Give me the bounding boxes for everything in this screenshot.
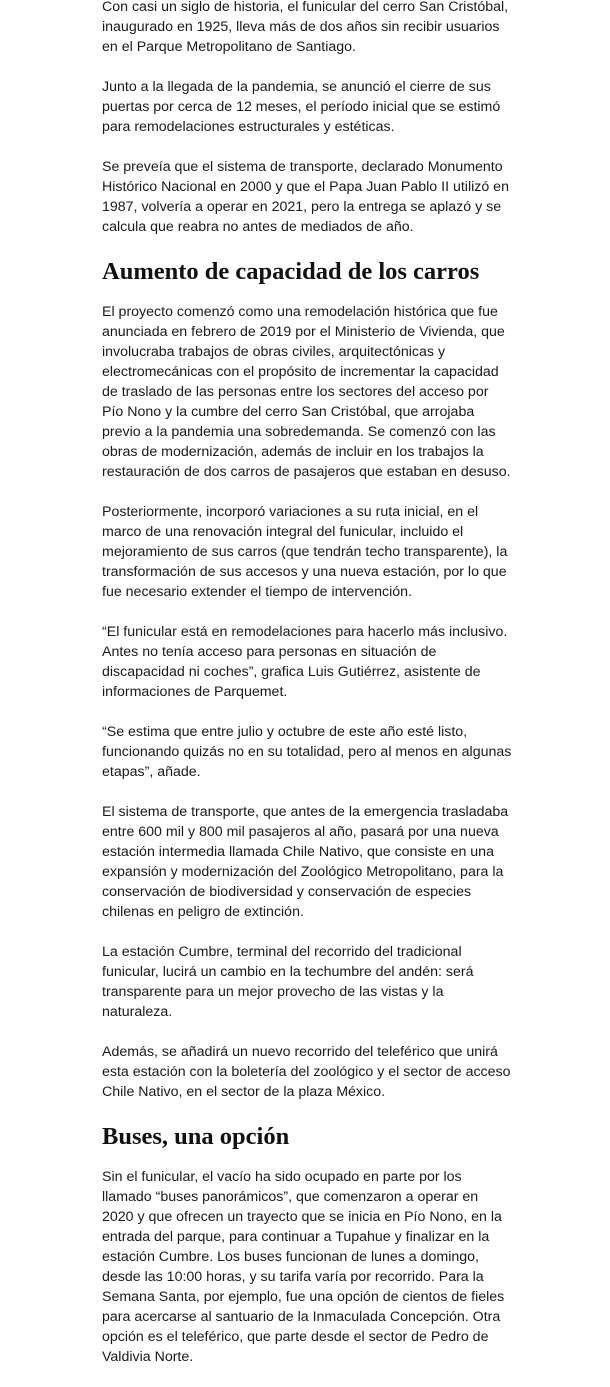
paragraph-capacity-1: El proyecto comenzó como una remodelación histórica que fue anunciada en febrero de 2019 por el Ministerio de Vivienda, que involucraba trabajos de obras civiles, arquitectónicas y electromecánicas con el propósito de incrementar la capacidad de traslado de las personas entre los sectores del acceso por Pío Nono y la cumbre del cerro San Cristóbal, que arrojaba previo a la pandemia una sobredemanda. Se comenzó con las obras de modernización, además de incluir en los trabajos la restauración de dos carros de pasajeros que estaban en desuso. bbox=[102, 304, 511, 480]
section-heading-capacity: Aumento de capacidad de los carros bbox=[102, 258, 480, 285]
paragraph-capacity-5: El sistema de transporte, que antes de la emergencia trasladaba entre 600 mil y 800 mil pasajeros al año, pasará por una nueva estación intermedia llamada Chile Nativo, que consiste en una expansión y modernización del Zoológico Metropolitano, para la conservación de biodiversidad y conservación de especies chilenas en peligro de extinción. bbox=[102, 804, 509, 920]
paragraph-intro-2: Junto a la llegada de la pandemia, se anunció el cierre de sus puertas por cerca de 12 meses, el período inicial que se estimó para remodelaciones estructurales y estéticas. bbox=[102, 79, 501, 135]
article-body bbox=[102, 0, 512, 1387]
paragraph-capacity-4: “Se estima que entre julio y octubre de este año esté listo, funcionando quizás no en su totalidad, pero al menos en algunas etapas”, añade. bbox=[102, 724, 512, 780]
paragraph-capacity-2: Posteriormente, incorporó variaciones a su ruta inicial, en el marco de una renovación integral del funicular, incluido el mejoramiento de sus carros (que tendrán techo transparente), la transformación de sus accesos y una nueva estación, por lo que fue necesario extender el tiempo de intervención. bbox=[102, 504, 508, 600]
paragraph-capacity-6: La estación Cumbre, terminal del recorrido del tradicional funicular, lucirá un cambio en la techumbre del andén: será transparente para un mejor provecho de las vistas y la naturaleza. bbox=[102, 944, 474, 1020]
paragraph-buses-1: Sin el funicular, el vacío ha sido ocupado en parte por los llamado “buses panorámicos”, que comenzaron a operar en 2020 y que ofrecen un trayecto que se inicia en Pío Nono, en la entrada del parque, para continuar a Tupahue y finalizar en la estación Cumbre. Los buses funcionan de lunes a domingo, desde las 10:00 horas, y su tarifa varía por recorrido. Para la Semana Santa, por ejemplo, fue una opción de cientos de fieles para acercarse al santuario de la Inmaculada Concepción. Otra opción es el teleférico, que parte desde el sector de Pedro de Valdivia Norte. bbox=[102, 1169, 505, 1365]
paragraph-intro-3: Se preveía que el sistema de transporte, declarado Monumento Histórico Nacional en 2000 y que el Papa Juan Pablo II utilizó en 1987, volvería a operar en 2021, pero la entrega se aplazó y se calcula que reabra no antes de mediados de año. bbox=[102, 159, 509, 235]
paragraph-capacity-7: Además, se añadirá un nuevo recorrido del teleférico que unirá esta estación con la boletería del zoológico y el sector de acceso Chile Nativo, en el sector de la plaza México. bbox=[102, 1044, 511, 1100]
section-heading-buses: Buses, una opción bbox=[102, 1123, 290, 1150]
paragraph-intro-1: Con casi un siglo de historia, el funicular del cerro San Cristóbal, inaugurado en 1925, lleva más de dos años sin recibir usuarios en el Parque Metropolitano de Santiago. bbox=[102, 0, 509, 55]
paragraph-capacity-3: “El funicular está en remodelaciones para hacerlo más inclusivo. Antes no tenía acceso para personas en situación de discapacidad ni coches”, grafica Luis Gutiérrez, asistente de informaciones de Parquemet. bbox=[102, 624, 508, 700]
